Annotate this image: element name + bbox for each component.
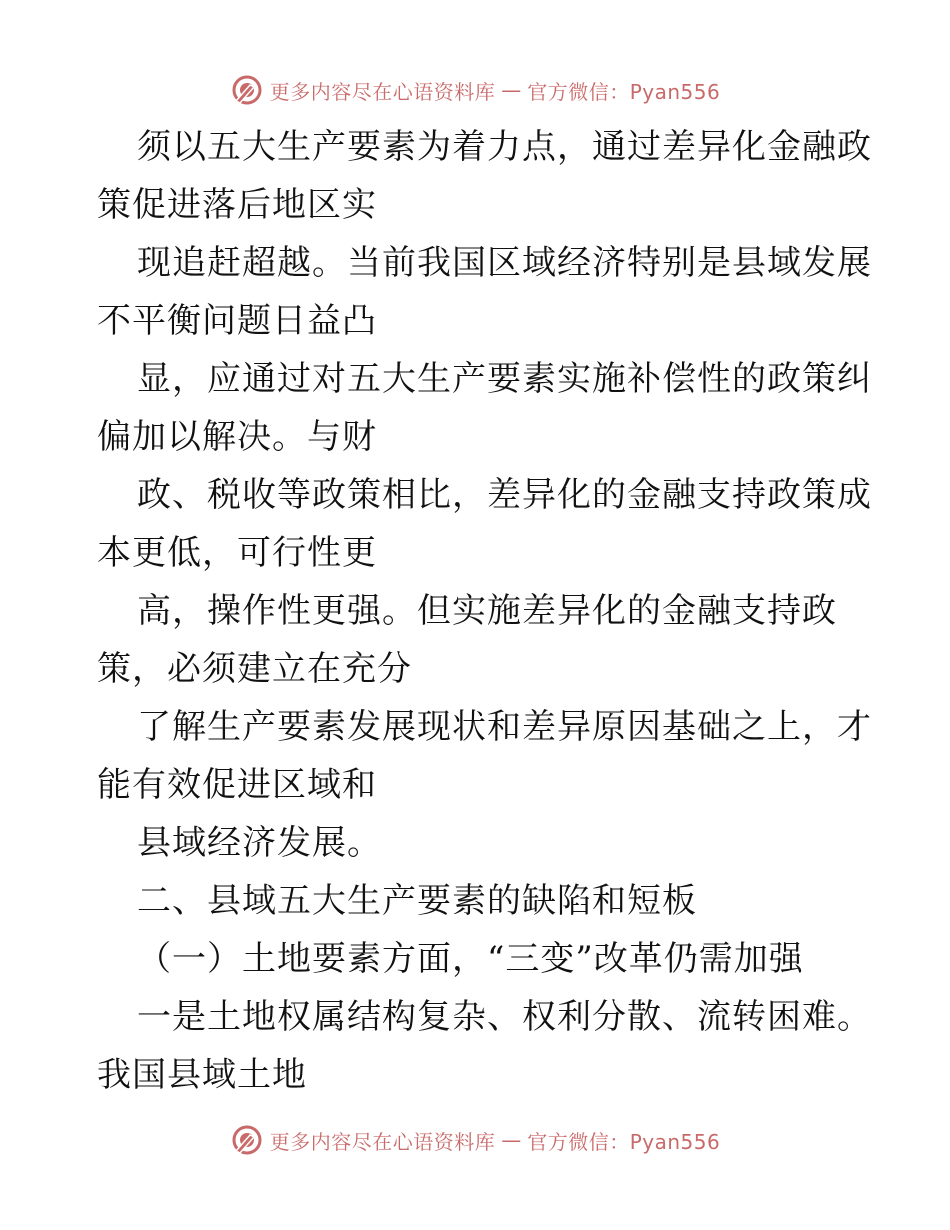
document-body [97,118,872,1104]
watermark-text: 更多内容尽在心语资料库 [269,79,496,104]
text-line: 策促进落后地区实 [97,185,377,225]
footer-watermark [0,1120,950,1160]
text-line: 一是土地权属结构复杂、权利分散、流转困难。 [137,997,872,1037]
pen-logo-icon [230,1123,264,1157]
text-line: 高，操作性更强。但实施差异化的金融支持政 [137,591,837,631]
subsection-heading: （一）土地要素方面，“三变”改革仍需加强 [137,939,804,979]
text-line: 本更低，可行性更 [97,533,377,573]
header-watermark [0,70,950,110]
text-line: 县域经济发展。 [137,823,382,863]
text-line: 策，必须建立在充分 [97,649,412,689]
text-line: 偏加以解决。与财 [97,417,377,457]
text-line: 我国县域土地 [97,1055,307,1095]
watermark-text: 更多内容尽在心语资料库 [269,1129,496,1154]
text-line: 须以五大生产要素为着力点，通过差异化金融政 [137,127,872,167]
text-line: 显，应通过对五大生产要素实施补偿性的政策纠 [137,359,872,399]
watermark-official: 官方微信：Pyan556 [527,1129,721,1154]
watermark-official: 官方微信：Pyan556 [527,79,721,104]
pen-logo-icon [230,73,264,107]
watermark-separator: — [501,1128,522,1152]
watermark-separator: — [501,78,522,102]
text-line: 了解生产要素发展现状和差异原因基础之上，才 [137,707,872,747]
text-line: 能有效促进区域和 [97,765,377,805]
section-heading: 二、县域五大生产要素的缺陷和短板 [137,881,697,921]
text-line: 不平衡问题日益凸 [97,301,377,341]
text-line: 现追赶超越。当前我国区域经济特别是县域发展 [137,243,872,283]
text-line: 政、税收等政策相比，差异化的金融支持政策成 [137,475,872,515]
